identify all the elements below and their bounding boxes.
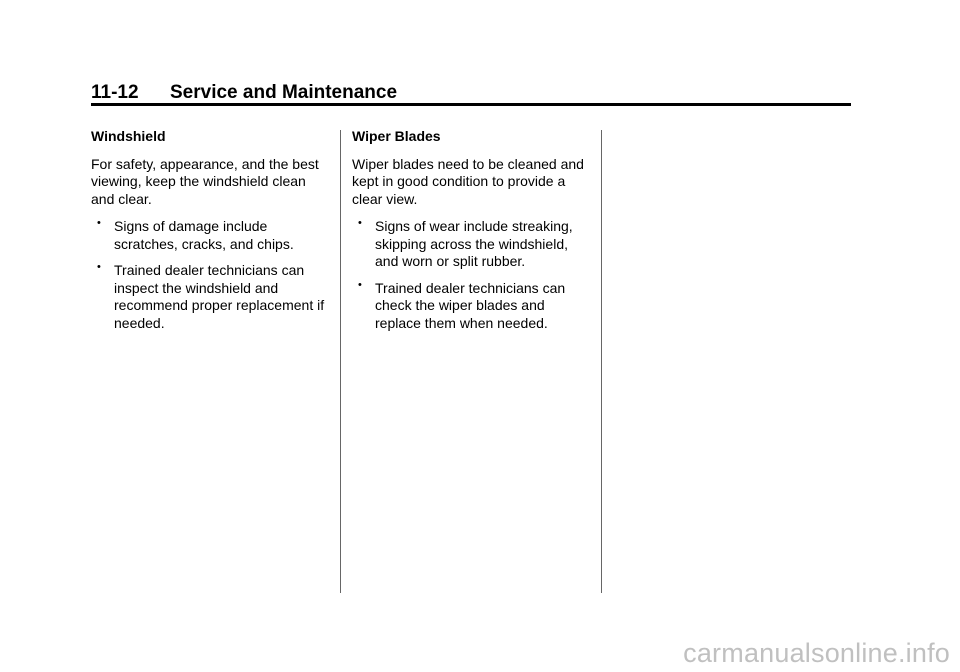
bullet-text: Trained dealer technicians can check the wiper blades and replace them when needed. bbox=[375, 279, 566, 331]
list-item bbox=[91, 218, 331, 253]
list-item bbox=[91, 262, 331, 332]
page-number: 11-12 bbox=[91, 82, 139, 103]
windshield-intro: For safety, appearance, and the best viewing, keep the windshield clean and clear. bbox=[91, 155, 319, 207]
column-wiper-blades bbox=[352, 128, 592, 341]
wiper-blades-intro: Wiper blades need to be cleaned and kept in good condition to provide a clear view. bbox=[352, 155, 584, 207]
section-title: Service and Maintenance bbox=[170, 82, 398, 103]
bullet-text: Trained dealer technicians can inspect the windshield and recommend proper replacement if needed. bbox=[114, 262, 325, 331]
bullet-icon: • bbox=[97, 261, 101, 273]
bullet-icon: • bbox=[358, 217, 362, 229]
wiper-blades-heading: Wiper Blades bbox=[352, 128, 441, 144]
bullet-text: Signs of damage include scratches, cracks, and chips. bbox=[114, 218, 294, 252]
watermark: carmanualsonline.info bbox=[683, 638, 950, 668]
bullet-icon: • bbox=[358, 278, 362, 291]
wiper-blades-bullet-list bbox=[352, 218, 592, 332]
column-windshield bbox=[91, 128, 331, 341]
column-divider bbox=[601, 130, 602, 593]
header-rule bbox=[91, 103, 851, 106]
list-item bbox=[352, 218, 592, 271]
windshield-heading: Windshield bbox=[91, 128, 166, 144]
list-item bbox=[352, 280, 592, 333]
column-divider bbox=[340, 130, 341, 593]
bullet-icon: • bbox=[97, 217, 101, 229]
bullet-text: Signs of wear include streaking, skipping across the windshield, and worn or split rubber. bbox=[375, 218, 573, 269]
windshield-bullet-list bbox=[91, 218, 331, 332]
